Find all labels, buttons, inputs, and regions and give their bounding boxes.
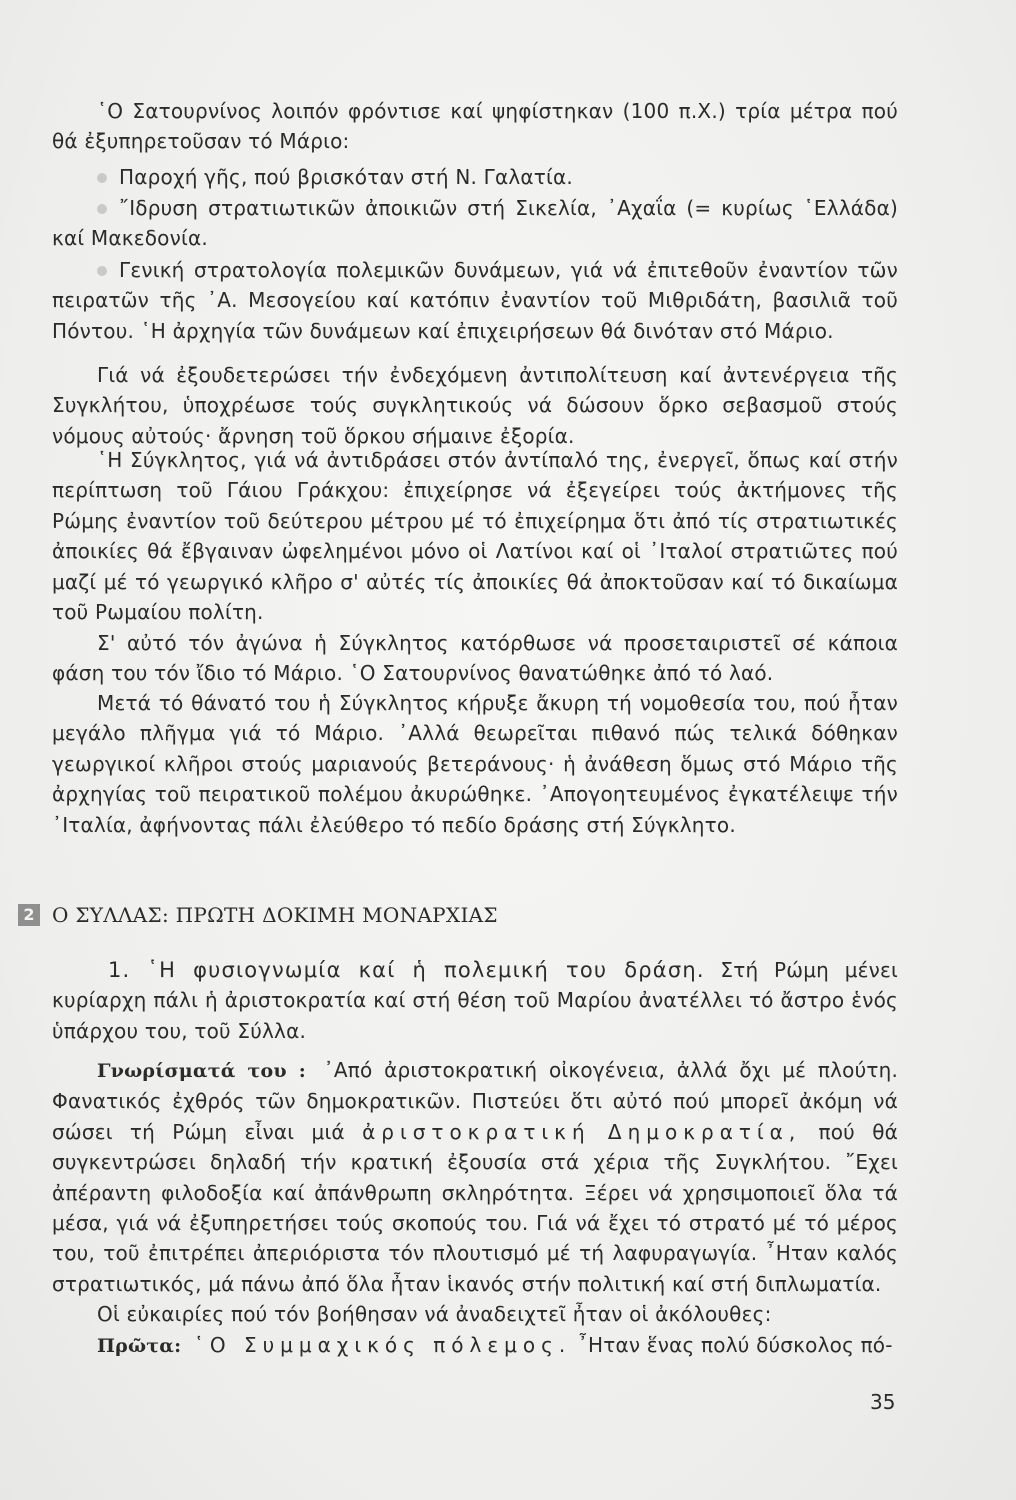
paragraph-saturninus-death: Σ' αὐτό τόν ἀγώνα ἡ Σύγκλητος κατόρθωσε νά προσεταιριστεῖ σέ κάποια φάση του τόν ἴδιο τό Μάριο. ῾Ο Σατουρνίνος θανατώθηκε ἀπό τό λαό.	[52, 631, 898, 686]
subsection-text: Στή Ρώμη μένει κυρίαρχη πάλι ἡ ἀριστοκρατία καί στή θέση τοῦ Μαρίου ἀνατέλλει τό ἄστρο ἑνός ὑπάρχου του, τοῦ Σύλλα.	[52, 958, 898, 1043]
features-text-2: πού θά συγκεντρώσει δηλαδή τήν κρατική ἐξουσία στά χέρια τῆς Συγκλήτου. ῎Εχει ἀπέραντη φιλοδοξία καί ἀπάνθρωπη σκληρότητα. Ξέρει νά χρησιμοποιεῖ ὅλα τά μέσα, γιά νά ἐξυπηρετήσει τούς σκοπούς του. Γιά νά ἔχει τό στρατό μέ τό μέρος του, τοῦ ἐπιτρέπει ἀπεριόριστα τόν πλουτισμό μέ τή λαφυραγωγία. ῏Ηταν καλός στρατιωτικός, μά πάνω ἀπό ὅλα ἦταν ἱκανός στήν πολιτική καί στή διπλωματία.	[52, 1119, 899, 1296]
features-emph-aristocratic: ἀριστοκρατική	[362, 1119, 591, 1144]
first-emph: ῾Ο Συμμαχικός πόλεμος.	[193, 1333, 572, 1357]
bullet-text: Παροχή γῆς, πού βρισκόταν στή Ν. Γαλατία.	[119, 165, 573, 189]
bullet-item-colonies	[52, 193, 898, 254]
bullet-text: Γενική στρατολογία πολεμικῶν δυνάμεων, γιά νά ἐπιτεθοῦν ἐναντίον τῶν πειρατῶν τῆς ᾿Α. Μεσογείου καί κατόπιν ἐναντίον τοῦ Μιθριδάτη, βασιλιᾶ τοῦ Πόντου. ῾Η ἀρχηγία τῶν δυνάμεων καί ἐπιχειρήσεων θά δινόταν στό Μάριο.	[52, 258, 898, 343]
section-number-badge: 2	[18, 904, 40, 926]
bullet-item-conscription	[52, 255, 898, 346]
paragraph-intro: ῾Ο Σατουρνίνος λοιπόν φρόντισε καί ψηφίστηκαν (100 π.Χ.) τρία μέτρα πού θά ἐξυπηρετοῦσαν τό Μάριο:	[52, 99, 898, 154]
paragraph-senate-reaction: ῾Η Σύγκλητος, γιά νά ἀντιδράσει στόν ἀντίπαλό της, ἐνεργεῖ, ὅπως καί στήν περίπτωση τοῦ Γάιου Γράκχου: ἐπιχείρησε νά ἐξεγείρει τούς ἀκτήμονες τῆς Ρώμης ἐναντίον τοῦ δεύτερου μέτρου μέ τό ἐπιχείρημα ὅτι ἀπό τίς στρατιωτικές ἀποικίες θά ἔβγαιναν ὠφελημένοι μόνο οἱ Λατίνοι καί οἱ ᾿Ιταλοί στρατιῶτες πού μαζί μέ τό γεωργικό κλῆρο σ' αὐτές τίς ἀποικίες θά ἀποκτοῦσαν καί τό δικαίωμα τοῦ Ρωμαίου πολίτη.	[52, 448, 898, 625]
bullet-item-land	[52, 162, 898, 192]
first-lead: Πρῶτα:	[97, 1335, 182, 1357]
paragraph-aftermath: Μετά τό θάνατό του ἡ Σύγκλητος κήρυξε ἄκυρη τή νομοθεσία του, πού ἦταν μεγάλο πλῆγμα γιά τό Μάριο. ᾿Αλλά θεωρεῖται πιθανό πώς τελικά δόθηκαν γεωργικοί κλῆροι στούς μαριανούς βετεράνους· ἡ ἀνάθεση ὅμως στό Μάριο τῆς ἀρχηγίας τοῦ πειρατικοῦ πολέμου ἀκυρώθηκε. ᾿Απογοητευμένος ἐγκατέλειψε τήν ᾿Ιταλία, ἀφήνοντας πάλι ἐλεύθερο τό πεδίο δράσης στή Σύγκλητο.	[52, 691, 898, 837]
bullet-icon	[97, 266, 107, 276]
page-number: 35	[870, 1390, 896, 1414]
section-heading	[18, 903, 498, 927]
subsection-heading: 1. ῾Η φυσιογνωμία καί ἡ πολεμική του δράση.	[108, 958, 705, 982]
bullet-icon	[97, 204, 107, 214]
paragraph-opportunities: Οἱ εὐκαιρίες πού τόν βοήθησαν νά ἀναδειχτεῖ ἦταν οἱ ἀκόλουθες:	[97, 1302, 772, 1326]
bullet-text: ῎Ιδρυση στρατιωτικῶν ἀποικιῶν στή Σικελία, ᾿Αχαΐα (= κυρίως ῾Ελλάδα) καί Μακεδονία.	[52, 196, 898, 251]
paragraph-oath: Γιά νά ἐξουδετερώσει τήν ἐνδεχόμενη ἀντιπολίτευση καί ἀντενέργεια τῆς Συγκλήτου, ὑποχρέωσε τούς συγκλητικούς νά δώσουν ὅρκο σεβασμοῦ στούς νόμους αὐτούς· ἄρνηση τοῦ ὅρκου σήμαινε ἐξορία.	[52, 363, 898, 448]
section-title: Ο ΣΥΛΛΑΣ: ΠΡΩΤΗ ΔΟΚΙΜΗ ΜΟΝΑΡΧΙΑΣ	[52, 903, 498, 927]
features-emph-democracy: Δημοκρατία,	[607, 1119, 802, 1144]
subsection-physiognomy	[52, 955, 898, 1046]
paragraph-social-war	[52, 1330, 898, 1361]
first-text: ῏Ηταν ἕνας πολύ δύσκολος πό-	[577, 1333, 893, 1357]
features-lead: Γνωρίσματά του :	[97, 1060, 306, 1082]
paragraph-features	[52, 1055, 898, 1299]
features-text-1: ᾿Από ἀριστοκρατική οἰκογένεια, ἀλλά ὄχι μέ πλούτη. Φανατικός ἐχθρός τῶν δημοκρατικῶν. Πιστεύει ὅτι αὐτό πού μπορεῖ ἀκόμη νά σώσει τή Ρώμη εἶναι μιά	[52, 1058, 899, 1144]
bullet-icon	[97, 173, 107, 183]
